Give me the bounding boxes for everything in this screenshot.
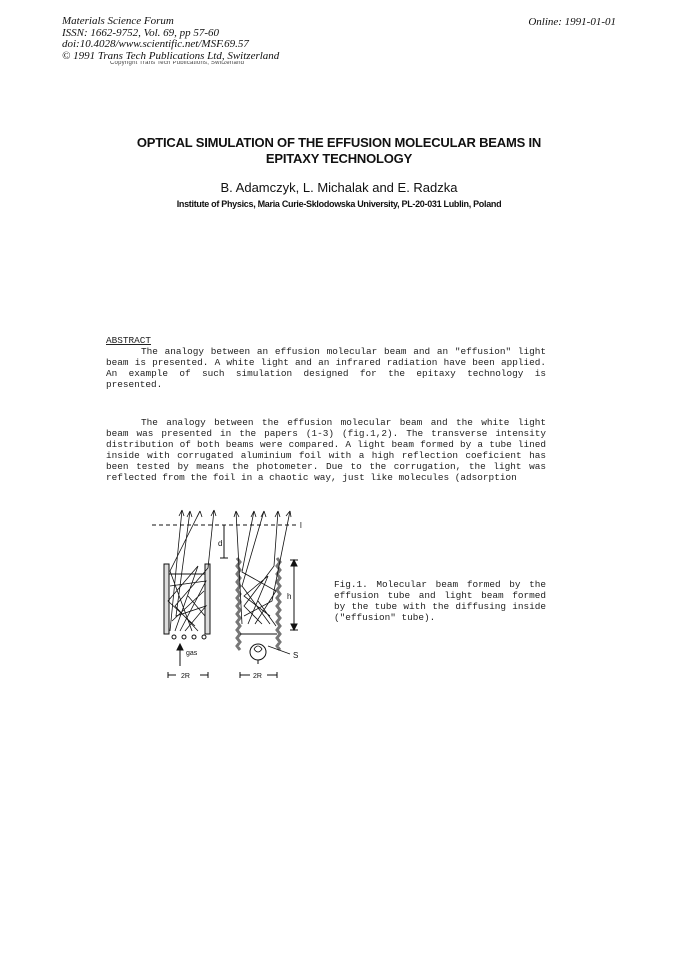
abstract-text: The analogy between an effusion molecular beam and an "effusion" light beam is presented. A white light and an infrared radiation have been applied. An example of such simulation designed for the epitaxy technology is presented. <box>106 346 546 390</box>
affiliation: Institute of Physics, Maria Curie-Sklodowska University, PL-20-031 Lublin, Poland <box>176 199 502 209</box>
journal-header <box>62 16 279 62</box>
left-tube-wall-left <box>164 564 169 634</box>
label-l: l <box>300 521 302 530</box>
copyright-strip: Copyright Trans Tech Publications, Switzerland <box>110 61 245 66</box>
label-d: d <box>218 539 223 548</box>
label-2r-right: 2R <box>253 673 262 680</box>
body-paragraph: The analogy between the effusion molecular beam and the white light beam was presented in the papers (1-3) (fig.1,2). The transverse intensity distribution of both beams were compared. A light beam formed by a tube lined inside with corrugated aluminium foil with a high reflection coeficient has been tested by means the photometer. Due to the corrugation, the light was reflected from the foil in a chaotic way, just like molecules (adsorption <box>106 417 546 483</box>
label-2r-left: 2R <box>181 673 190 680</box>
title-line-1: OPTICAL SIMULATION OF THE EFFUSION MOLECULAR BEAMS IN <box>136 135 542 150</box>
issn-line: ISSN: 1662-9752, Vol. 69, pp 57-60 <box>62 26 220 39</box>
label-s: S <box>293 651 299 660</box>
left-tube-wall-right <box>205 564 210 634</box>
figure-caption: Fig.1. Molecular beam formed by the effusion tube and light beam formed by the tube with the diffusing inside ("effusion" tube). <box>334 579 546 623</box>
authors: B. Adamczyk, L. Michalak and E. Radzka <box>220 180 458 195</box>
online-date: Online: 1991-01-01 <box>528 16 616 28</box>
paper-title <box>0 135 678 167</box>
figure-1 <box>140 506 320 682</box>
label-h: h <box>287 592 292 601</box>
copyright-line: © 1991 Trans Tech Publications Ltd, Switzerland <box>62 49 280 62</box>
journal-name: Materials Science Forum <box>62 15 174 27</box>
label-gas: gas <box>186 650 198 657</box>
doi-line: doi:10.4028/www.scientific.net/MSF.69.57 <box>62 38 249 50</box>
title-line-2: EPITAXY TECHNOLOGY <box>265 151 413 166</box>
abstract-heading: ABSTRACT <box>106 335 152 346</box>
effusion-tube-diagram <box>140 506 320 682</box>
